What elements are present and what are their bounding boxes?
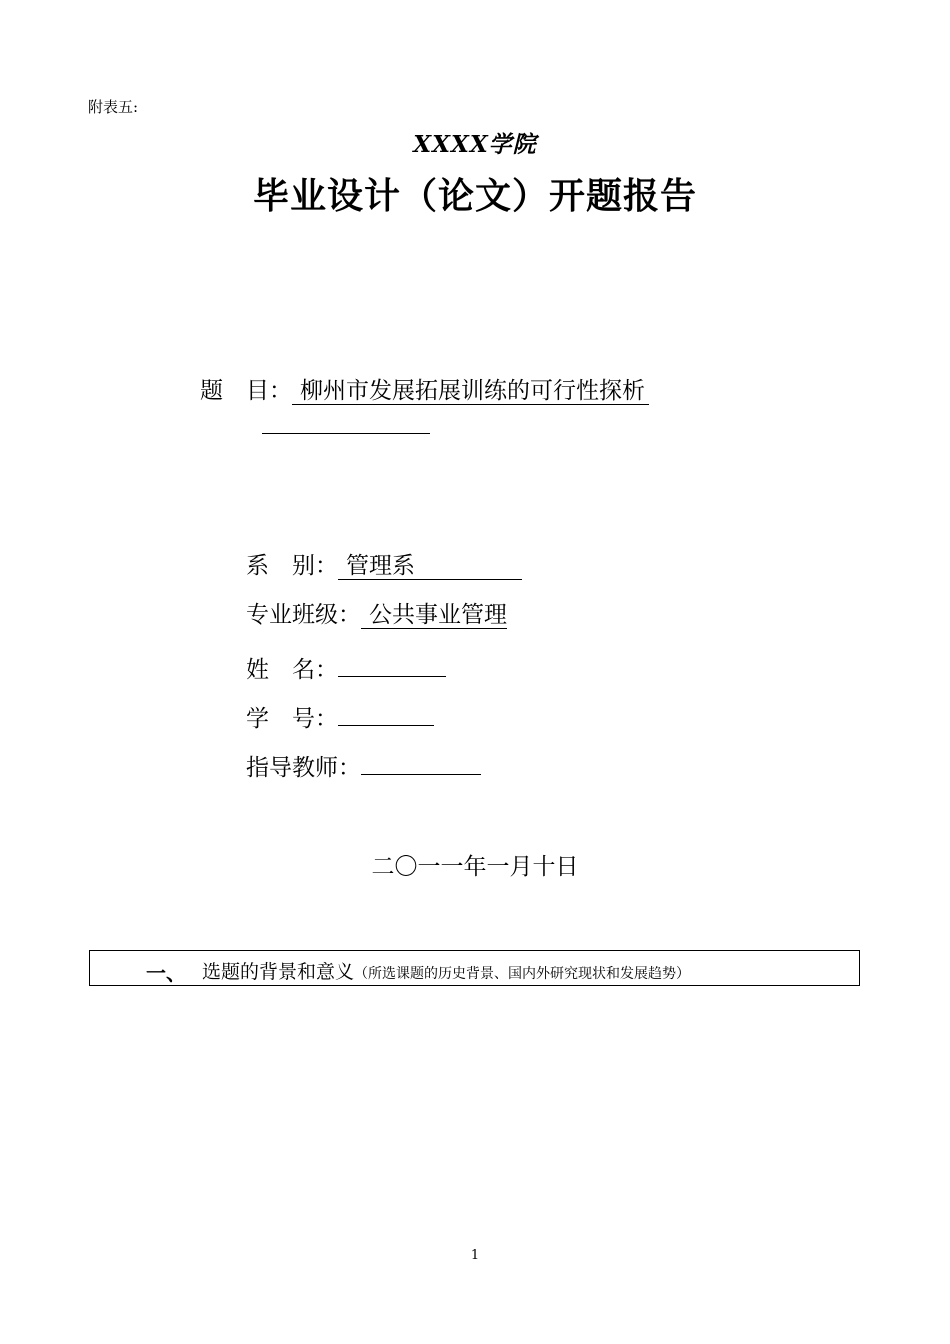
advisor-value xyxy=(361,748,481,775)
topic-label: 题 目： xyxy=(200,378,292,404)
student-id-row xyxy=(246,699,434,734)
department-label: 系 别： xyxy=(246,553,338,579)
college-name: XXXX学院 xyxy=(413,131,537,158)
major-class-row xyxy=(246,600,507,630)
name-row xyxy=(246,650,446,685)
section-title: 选题的背景和意义 xyxy=(202,961,355,983)
major-class-value: 公共事业管理 xyxy=(361,602,507,629)
appendix-label: 附表五: xyxy=(88,98,139,116)
report-title: 毕业设计（论文）开题报告 xyxy=(252,176,697,217)
section-note: （所选课题的历史背景、国内外研究现状和发展趋势） xyxy=(354,966,691,982)
student-id-value xyxy=(338,699,434,726)
major-class-label: 专业班级： xyxy=(246,602,361,628)
section-number: 一、 xyxy=(146,961,186,985)
student-id-label: 学 号： xyxy=(246,706,338,732)
department-row xyxy=(246,551,522,581)
section-heading xyxy=(202,957,690,984)
name-label: 姓 名： xyxy=(246,657,338,683)
advisor-label: 指导教师： xyxy=(246,755,361,781)
topic-continuation-underline xyxy=(262,433,430,434)
topic-row xyxy=(200,376,649,406)
topic-value: 柳州市发展拓展训练的可行性探析 xyxy=(292,378,649,405)
report-date: 二〇一一年一月十日 xyxy=(371,854,579,880)
advisor-row xyxy=(246,748,481,783)
name-value xyxy=(338,650,446,677)
page-number: 1 xyxy=(470,1248,480,1263)
section-background-box xyxy=(89,950,860,986)
department-value: 管理系 xyxy=(338,553,522,580)
